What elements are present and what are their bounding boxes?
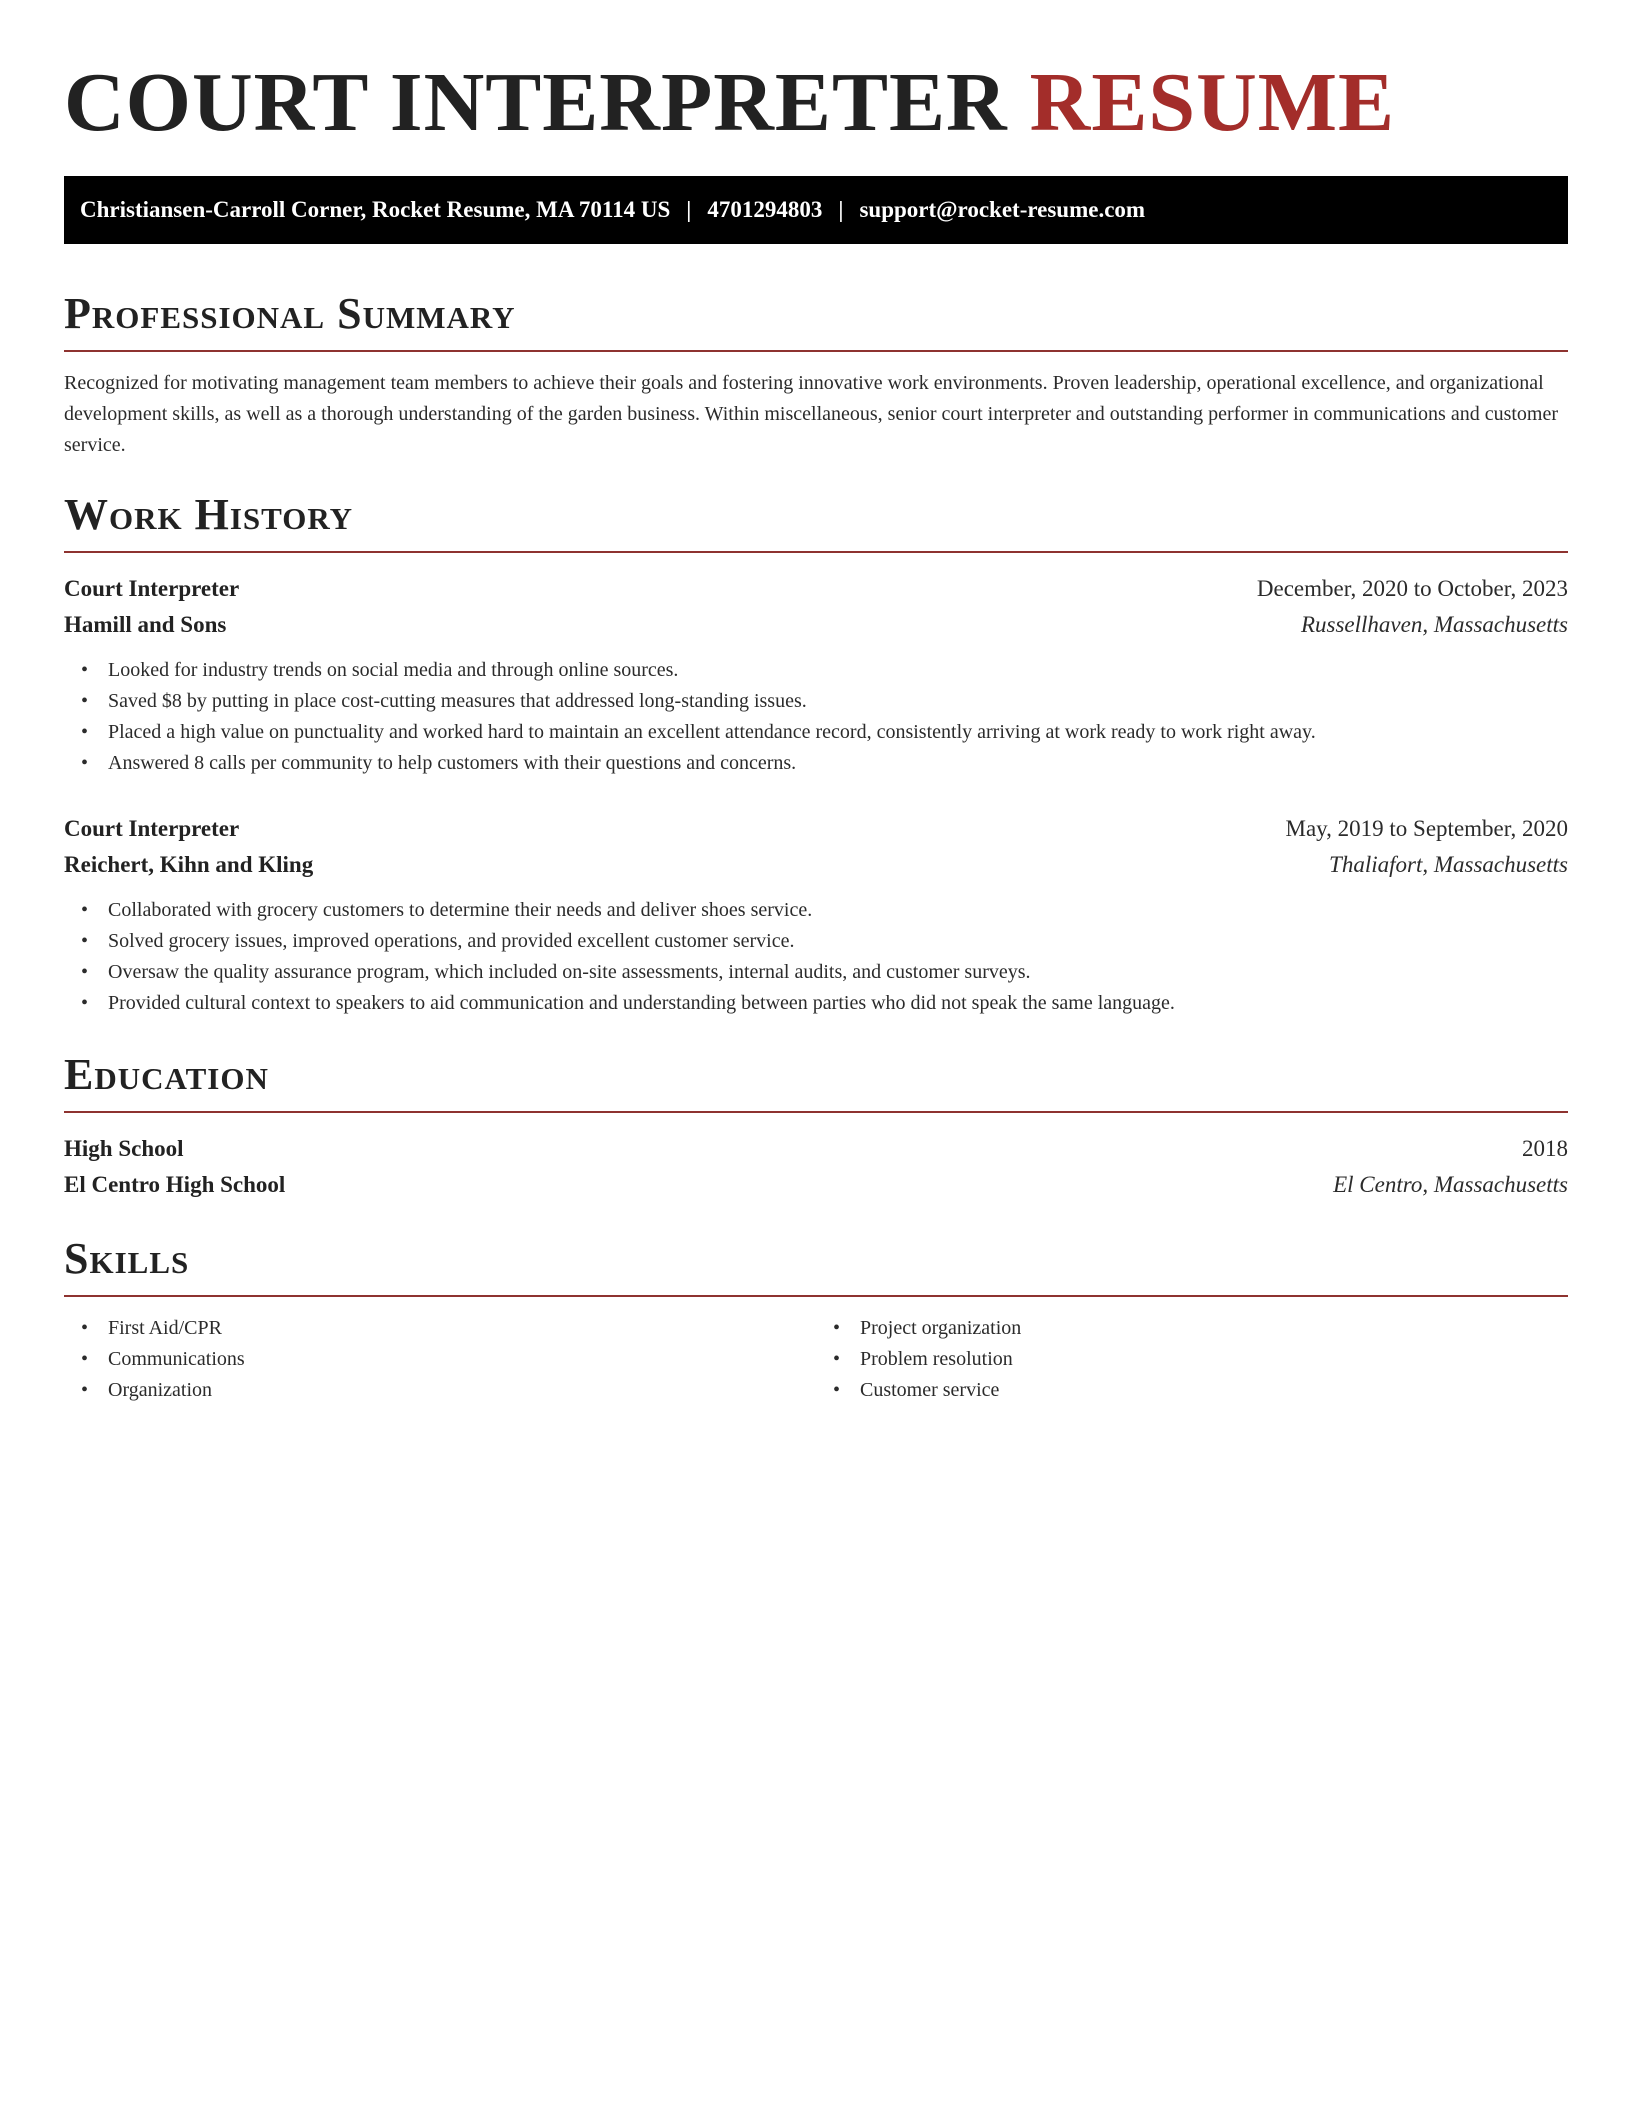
list-item [81, 748, 1568, 779]
skill-item [833, 1344, 1568, 1375]
skill-item [81, 1375, 816, 1406]
skill-text: Project organization [860, 1317, 1022, 1339]
list-item [81, 926, 1568, 957]
bullet-dot: • [81, 992, 89, 1014]
skill-text: Communications [108, 1348, 245, 1370]
contact-separator: | [686, 197, 692, 222]
section-divider [64, 1111, 1568, 1113]
list-item [81, 655, 1568, 686]
job-location: Russellhaven, Massachusetts [1300, 612, 1568, 637]
title-main: COURT INTERPRETER [64, 56, 1008, 149]
job-location: Thaliafort, Massachusetts [1329, 852, 1568, 877]
skill-text: Organization [108, 1379, 213, 1401]
section-divider [64, 350, 1568, 352]
bullet-dot: • [81, 752, 89, 774]
bullet-dot: • [81, 1317, 89, 1339]
resume-title [64, 58, 1568, 148]
bullet-text: Placed a high value on punctuality and worked hard to maintain an excellent attendance record, consistently arriving at work ready to work right away. [108, 721, 1316, 743]
work-history-heading: Work History [64, 490, 354, 539]
education-school: El Centro High School [64, 1172, 286, 1197]
bullet-dot: • [81, 721, 89, 743]
skill-text: Customer service [860, 1379, 1000, 1401]
bullet-dot: • [833, 1348, 841, 1370]
job-header-row [64, 811, 1568, 847]
contact-phone: 4701294803 [707, 197, 823, 222]
job-dates: December, 2020 to October, 2023 [1256, 576, 1568, 601]
section-divider [64, 551, 1568, 553]
job-entry [64, 571, 1568, 779]
education-year: 2018 [1522, 1136, 1568, 1161]
bullet-text: Oversaw the quality assurance program, which included on-site assessments, internal audits, and customer surveys. [108, 961, 1031, 983]
bullet-text: Looked for industry trends on social media and through online sources. [108, 659, 679, 681]
skill-item [81, 1313, 816, 1344]
contact-address: Christiansen-Carroll Corner, Rocket Resume, MA 70114 US [80, 197, 671, 222]
contact-separator: | [838, 197, 844, 222]
job-dates: May, 2019 to September, 2020 [1285, 816, 1568, 841]
skill-text: Problem resolution [860, 1348, 1013, 1370]
education-degree-row [64, 1131, 1568, 1167]
skill-item [833, 1313, 1568, 1344]
job-title: Court Interpreter [64, 576, 240, 601]
bullet-dot: • [81, 690, 89, 712]
skill-text: First Aid/CPR [108, 1317, 222, 1339]
resume-page [64, 0, 1568, 1406]
bullet-text: Solved grocery issues, improved operations, and provided excellent customer service. [108, 930, 795, 952]
job-employer: Hamill and Sons [64, 612, 227, 637]
job-header-row [64, 571, 1568, 607]
education-school-row [64, 1167, 1568, 1203]
bullet-text: Saved $8 by putting in place cost-cutting measures that addressed long-standing issues. [108, 690, 807, 712]
skill-item [833, 1375, 1568, 1406]
skill-item [81, 1344, 816, 1375]
job-employer-row [64, 607, 1568, 643]
job-title: Court Interpreter [64, 816, 240, 841]
skills-column-left [64, 1313, 816, 1406]
list-item [81, 686, 1568, 717]
title-accent: RESUME [1029, 56, 1396, 149]
job-employer: Reichert, Kihn and Kling [64, 852, 314, 877]
bullet-dot: • [81, 1348, 89, 1370]
bullet-text: Answered 8 calls per community to help customers with their questions and concerns. [108, 752, 797, 774]
job-bullets [64, 895, 1568, 1019]
list-item [81, 988, 1568, 1019]
list-item [81, 895, 1568, 926]
contact-email: support@rocket-resume.com [859, 197, 1146, 222]
skills-heading: Skills [64, 1234, 190, 1283]
summary-heading: Professional Summary [64, 289, 516, 338]
bullet-dot: • [833, 1317, 841, 1339]
job-employer-row [64, 847, 1568, 883]
job-entry [64, 811, 1568, 1019]
bullet-text: Collaborated with grocery customers to determine their needs and deliver shoes service. [108, 899, 813, 921]
bullet-dot: • [81, 899, 89, 921]
contact-bar [64, 176, 1568, 244]
bullet-dot: • [81, 1379, 89, 1401]
section-divider [64, 1295, 1568, 1297]
summary-text: Recognized for motivating management team members to achieve their goals and fostering innovative work environments. Proven leadership, operational excellence, and organizational development skills, as well as a thorough understanding of the garden business. Within miscellaneous, senior court interpreter and outstanding performer in communications and customer service. [64, 372, 1559, 456]
list-item [81, 717, 1568, 748]
bullet-text: Provided cultural context to speakers to aid communication and understanding between parties who did not speak the same language. [108, 992, 1175, 1014]
skills-list [64, 1313, 1568, 1406]
education-location: El Centro, Massachusetts [1333, 1172, 1568, 1197]
bullet-dot: • [81, 659, 89, 681]
education-entry [64, 1131, 1568, 1203]
bullet-dot: • [81, 961, 89, 983]
bullet-dot: • [81, 930, 89, 952]
education-heading: Education [64, 1050, 269, 1099]
skills-column-right [816, 1313, 1568, 1406]
list-item [81, 957, 1568, 988]
job-bullets [64, 655, 1568, 779]
education-degree: High School [64, 1136, 184, 1161]
bullet-dot: • [833, 1379, 841, 1401]
